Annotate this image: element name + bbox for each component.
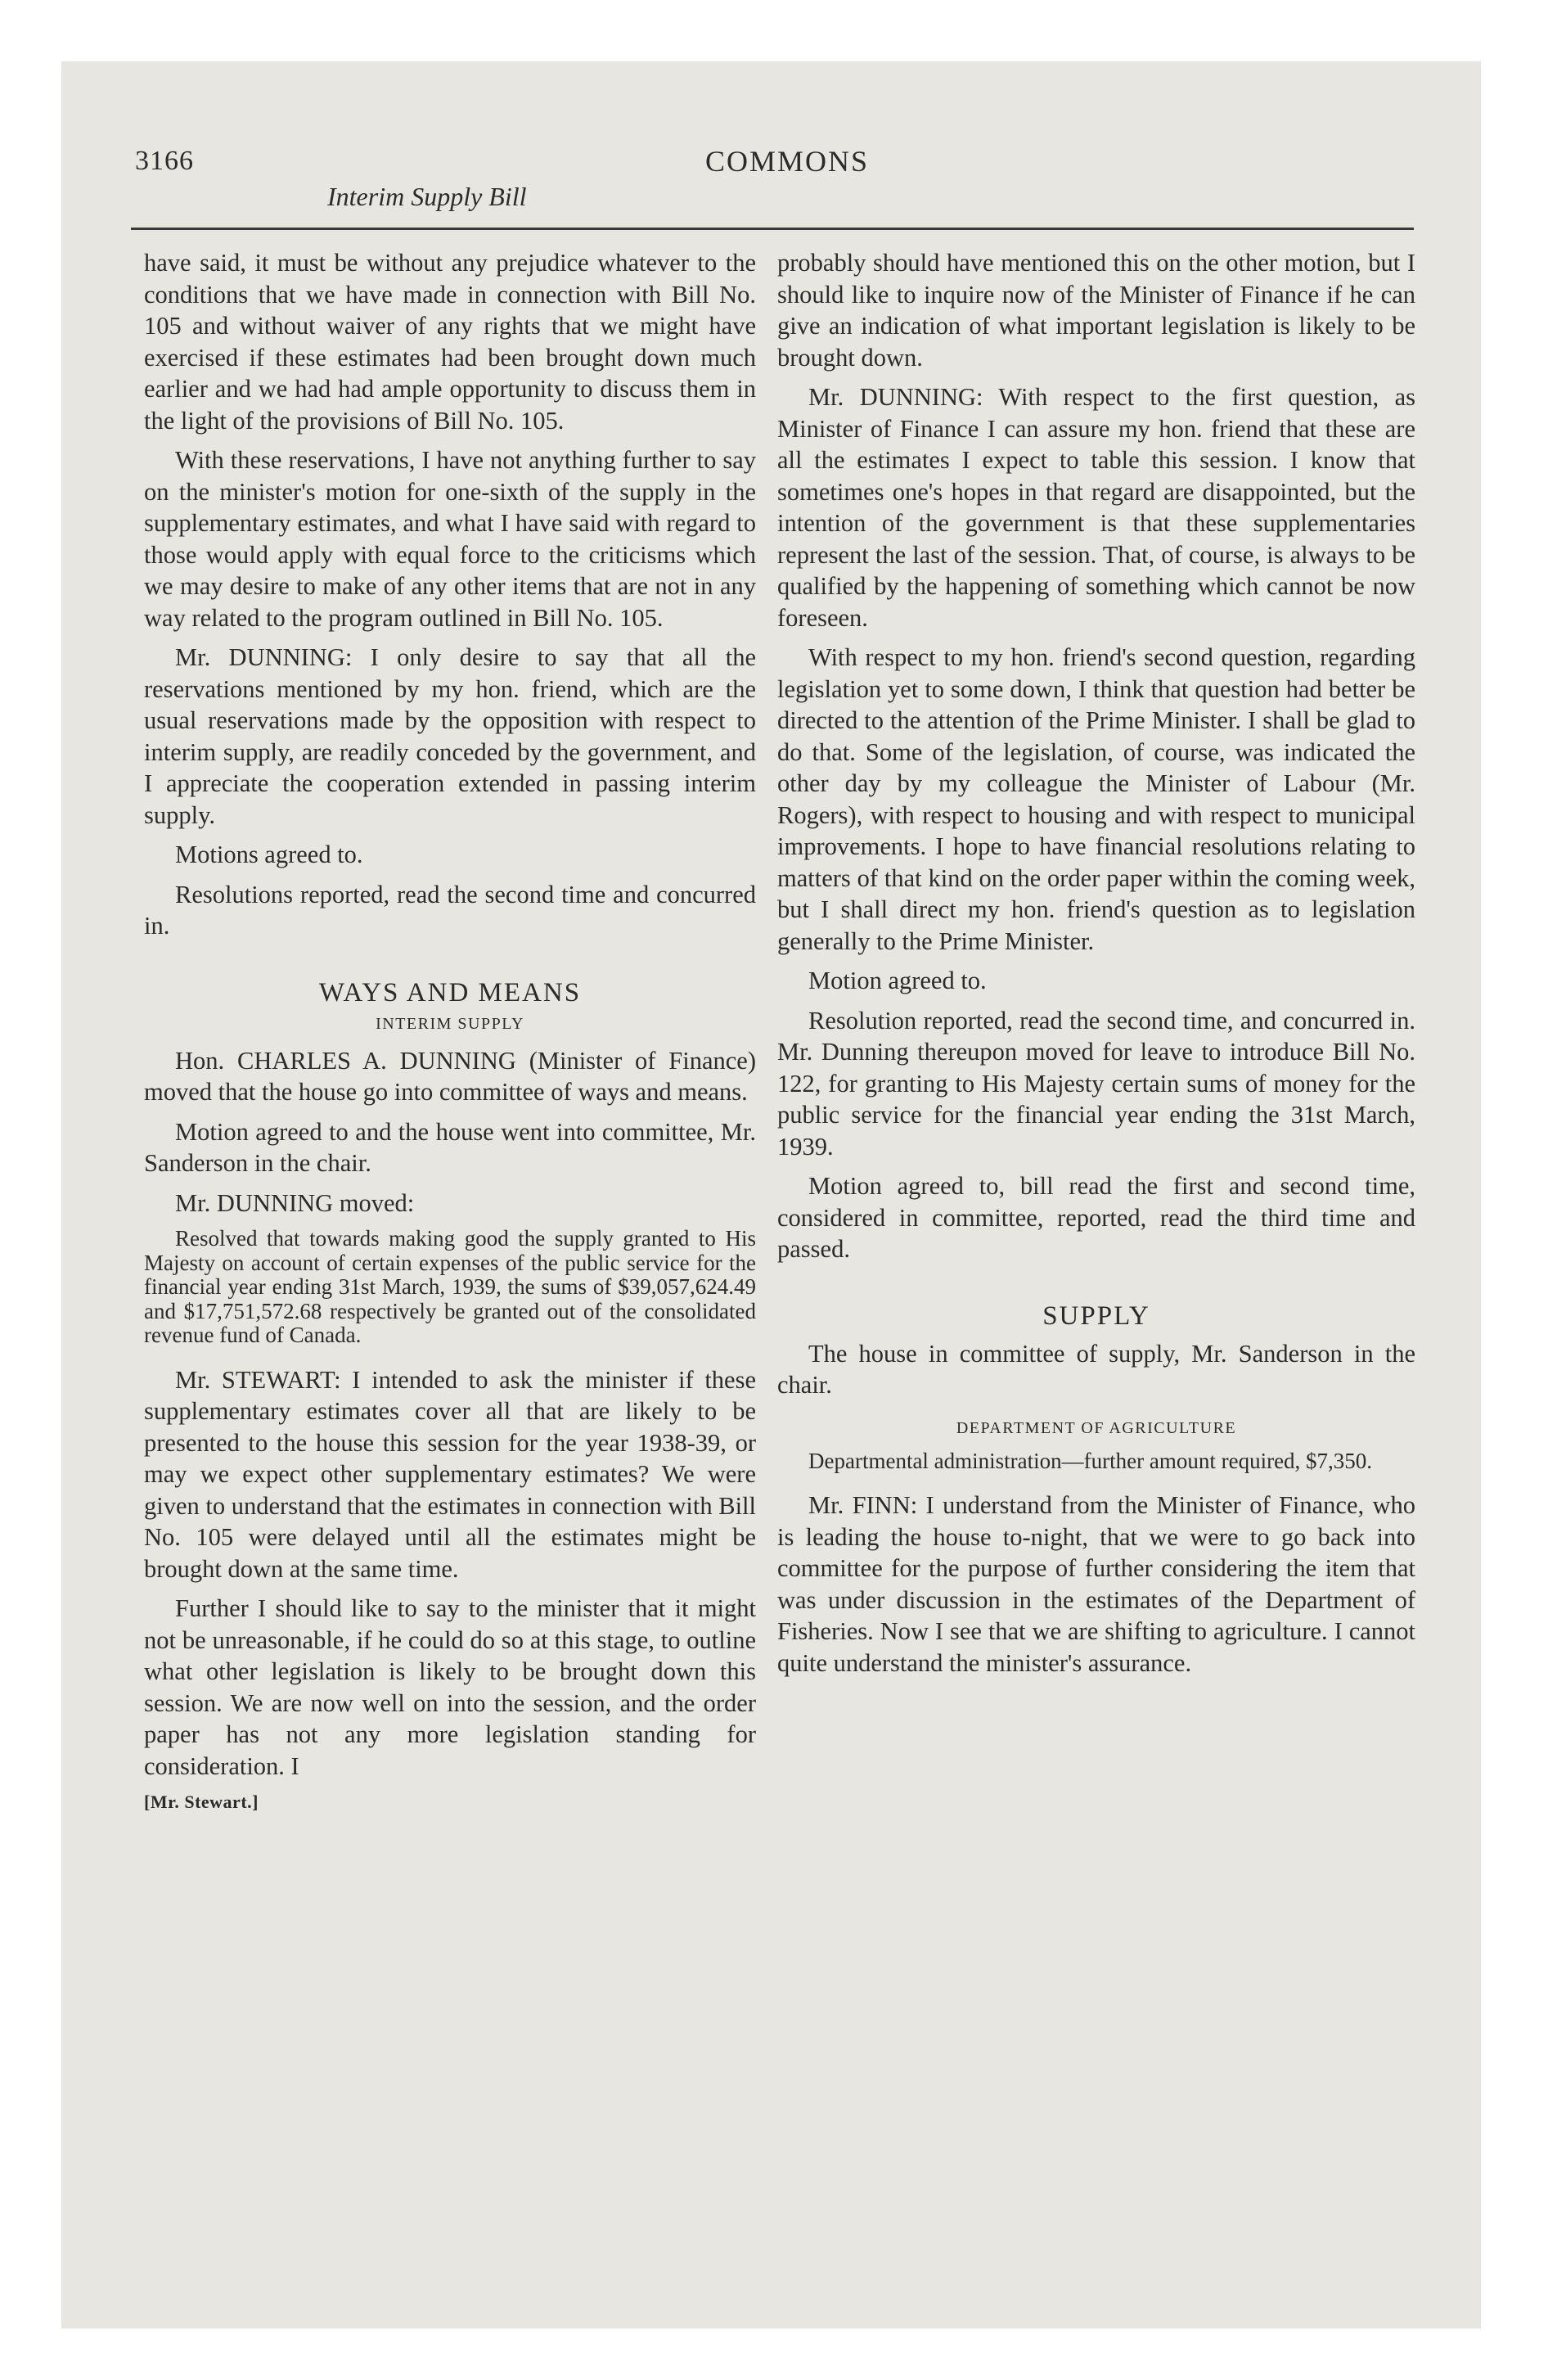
- paragraph: Motion agreed to, bill read the first and second time, considered in committee, reported, read the third time and passed.: [777, 1172, 1415, 1263]
- paragraph: Motion agreed to.: [808, 967, 987, 994]
- paragraph: Mr. FINN: I understand from the Minister of Finance, who is leading the house to-night, that we were to go back into committee for the purpose of further considering the item that was under discussion in the estimates of the Department of Fisheries. Now I see that we are shifting to agriculture. I cannot quite understand the minister's assurance.: [777, 1491, 1415, 1677]
- speaker-tag: [Mr. Stewart.]: [144, 1792, 259, 1812]
- paragraph: The house in committee of supply, Mr. Sanderson in the chair.: [777, 1339, 1415, 1399]
- right-column: [777, 247, 1415, 1687]
- section-heading: SUPPLY: [1042, 1300, 1150, 1331]
- estimate-item: Departmental administration—further amount required, $7,350.: [808, 1448, 1373, 1473]
- paragraph: Further I should like to say to the minister that it might not be unreasonable, if he could do so at this stage, to outline what other legislation is likely to be brought down this session. We are now well on into the session, and the order paper has not any more legislation standing for consideration. I: [144, 1594, 756, 1780]
- paragraph: Mr. DUNNING: With respect to the first question, as Minister of Finance I can assure my hon. friend that these are all the estimates I expect to table this session. I know that sometimes one's hopes in that regard are disappointed, but the intention of the government is that these supplementaries represent the last of the session. That, of course, is always to be qualified by the happening of something which cannot be now foreseen.: [777, 383, 1415, 632]
- running-subtitle: Interim Supply Bill: [327, 182, 527, 211]
- section-subheading: DEPARTMENT OF AGRICULTURE: [956, 1418, 1237, 1437]
- paragraph: Resolutions reported, read the second time and concurred in.: [144, 880, 756, 940]
- paragraph: Mr. DUNNING: I only desire to say that all the reservations mentioned by my hon. friend, which are the usual reservations made by the opposition with respect to interim supply, are readily conceded by the government, and I appreciate the cooperation extended in passing interim supply.: [144, 643, 756, 829]
- header-rule: [131, 228, 1414, 230]
- paragraph: Resolution reported, read the second time, and concurred in. Mr. Dunning thereupon moved for leave to introduce Bill No. 122, for granting to His Majesty certain sums of money for the public service for the financial year ending the 31st March, 1939.: [777, 1006, 1415, 1161]
- left-column: [144, 247, 756, 1813]
- paragraph: With these reservations, I have not anything further to say on the minister's motion for one-sixth of the supply in the supplementary estimates, and what I have said with regard to those would apply with equal force to the criticisms which we may desire to make of any other items that are not in any way related to the program outlined in Bill No. 105.: [144, 446, 756, 632]
- paragraph: With respect to my hon. friend's second question, regarding legislation yet to some down, I think that question had better be directed to the attention of the Prime Minister. I shall be glad to do that. Some of the legislation, of course, was indicated the other day by my colleague the Minister of Labour (Mr. Rogers), with respect to housing and with respect to municipal improvements. I hope to have financial resolutions relating to matters of that kind on the order paper within the coming week, but I shall direct my hon. friend's question as to legislation generally to the Prime Minister.: [777, 643, 1415, 955]
- paragraph: Mr. STEWART: I intended to ask the minister if these supplementary estimates cover all that are likely to be presented to the house this session for the year 1938-39, or may we expect other supplementary estimates? We were given to understand that the estimates in connection with Bill No. 105 were delayed until all the estimates might be brought down at the same time.: [144, 1365, 756, 1583]
- paragraph: Mr. DUNNING moved:: [175, 1188, 415, 1217]
- page-number: 3166: [135, 146, 194, 176]
- resolution-quote: Resolved that towards making good the supply granted to His Majesty on account of certain expenses of the public service for the financial year ending 31st March, 1939, the sums of $39,057,624.49 and $17,751,572.68 respectively be granted out of the consolidated revenue fund of Canada.: [144, 1226, 756, 1347]
- paragraph: have said, it must be without any prejudice whatever to the conditions that we have made in connection with Bill No. 105 and without waiver of any rights that we might have exercised if these estimates had been brought down much earlier and we had had ample opportunity to discuss them in the light of the provisions of Bill No. 105.: [144, 249, 756, 435]
- section-heading: WAYS AND MEANS: [318, 977, 582, 1007]
- section-subheading: INTERIM SUPPLY: [376, 1014, 524, 1033]
- paragraph: probably should have mentioned this on the other motion, but I should like to inquire now of the Minister of Finance if he can give an indication of what important legislation is likely to be brought down.: [777, 249, 1415, 372]
- paragraph: Hon. CHARLES A. DUNNING (Minister of Finance) moved that the house go into committee of ways and means.: [144, 1046, 756, 1106]
- section-title: COMMONS: [705, 145, 870, 178]
- paragraph: Motion agreed to and the house went into committee, Mr. Sanderson in the chair.: [144, 1117, 756, 1177]
- paragraph: Motions agreed to.: [175, 841, 363, 868]
